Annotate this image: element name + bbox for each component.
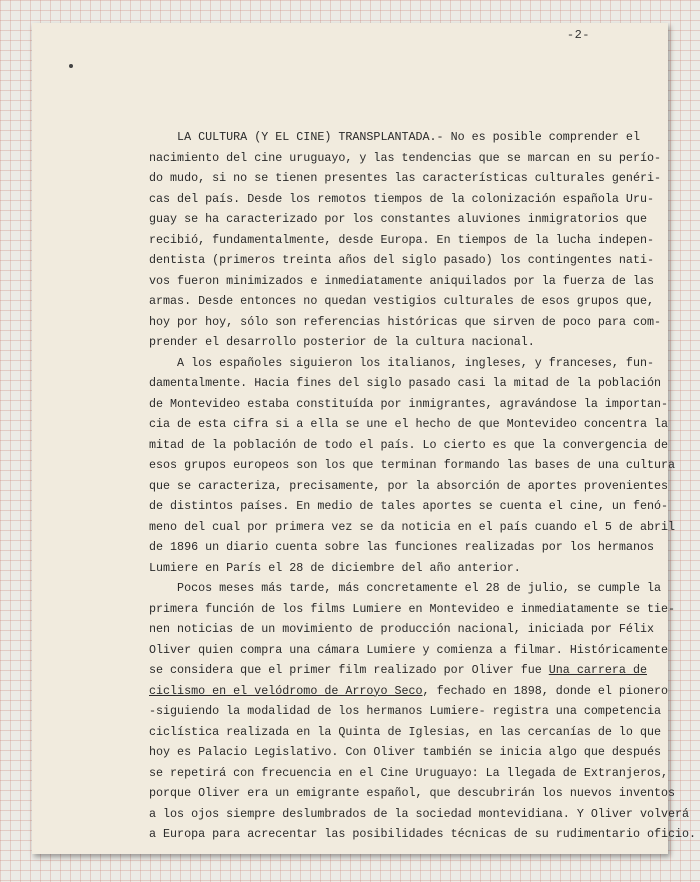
text-line: -siguiendo la modalidad de los hermanos Lumiere- registra una competencia xyxy=(149,704,661,718)
text-segment: se considera que el primer film realizado por Oliver fue xyxy=(149,663,549,677)
text-line: se repetirá con frecuencia en el Cine Uruguayo: La llegada de Extranjeros, xyxy=(149,765,669,780)
text-line: cia de esta cifra si a ella se une el hecho de que Montevideo concentra la xyxy=(149,417,669,431)
text-segment: , fechado en 1898, donde el pionero xyxy=(422,683,669,698)
text-line: ciclística realizada en la Quinta de Iglesias, en las cercanías de lo que xyxy=(149,724,661,739)
document-body xyxy=(149,127,697,845)
text-line: que se caracteriza, precisamente, por la absorción de aportes provenientes xyxy=(149,478,669,493)
page-number: -2- xyxy=(566,28,590,42)
text-line: Lumiere en París el 28 de diciembre del año anterior. xyxy=(149,560,521,575)
text-line: prender el desarrollo posterior de la cultura nacional. xyxy=(149,335,535,349)
text-line: mitad de la población de todo el país. Lo cierto es que la convergencia de xyxy=(149,437,669,452)
text-line: esos grupos europeos son los que terminan formando las bases de una cultura xyxy=(149,458,676,472)
text-line: nen noticias de un movimiento de producción nacional, iniciada por Félix xyxy=(149,622,654,636)
text-line: recibió, fundamentalmente, desde Europa. En tiempos de la lucha indepen- xyxy=(149,232,654,247)
text-line: a los ojos siempre deslumbrados de la sociedad montevidiana. Y Oliver volverá xyxy=(149,806,690,821)
film-title-underlined: Una carrera de xyxy=(548,663,647,677)
text-line: hoy es Palacio Legislativo. Con Oliver también se inicia algo que después xyxy=(149,745,661,759)
ink-dot xyxy=(69,64,73,68)
text-line: a Europa para acrecentar las posibilidades técnicas de su rudimentario oficio. xyxy=(149,827,697,841)
text-line: meno del cual por primera vez se da noticia en el país cuando el 5 de abril xyxy=(149,519,676,534)
text-line xyxy=(149,660,647,681)
text-line: dentista (primeros treinta años del siglo pasado) los contingentes nati- xyxy=(149,253,654,267)
text-line: nacimiento del cine uruguayo, y las tendencias que se marcan en su perío- xyxy=(149,150,661,165)
text-line: primera función de los films Lumiere en Montevideo e inmediatamente se tie- xyxy=(149,601,676,616)
text-line: Pocos meses más tarde, más concretamente el 28 de julio, se cumple la xyxy=(149,581,661,595)
film-title-underlined: ciclismo en el velódromo de Arroyo Seco xyxy=(149,683,423,698)
text-line: Oliver quien compra una cámara Lumiere y comienza a filmar. Históricamente xyxy=(149,642,669,657)
text-line: cas del país. Desde los remotos tiempos de la colonización española Uru- xyxy=(149,191,654,206)
text-line: vos fueron minimizados e inmediatamente aniquilados por la fuerza de las xyxy=(149,273,654,288)
text-line: armas. Desde entonces no quedan vestigios culturales de esos grupos que, xyxy=(149,294,654,308)
text-line: LA CULTURA (Y EL CINE) TRANSPLANTADA.- No es posible comprender el xyxy=(149,130,640,144)
text-line: de Montevideo estaba constituída por inmigrantes, agravándose la importan- xyxy=(149,396,669,411)
text-line: porque Oliver era un emigrante español, que descubrirán los nuevos inventos xyxy=(149,786,676,800)
text-line: de 1896 un diario cuenta sobre las funciones realizadas por los hermanos xyxy=(149,540,654,554)
text-line: guay se ha caracterizado por los constantes aluviones inmigratorios que xyxy=(149,212,647,226)
document-page xyxy=(32,23,697,854)
text-line: do mudo, si no se tienen presentes las características culturales genéri- xyxy=(149,171,661,185)
text-line: damentalmente. Hacia fines del siglo pasado casi la mitad de la población xyxy=(149,376,661,390)
text-line: de distintos países. En medio de tales aportes se cuenta el cine, un fenó- xyxy=(149,499,669,513)
text-line: hoy por hoy, sólo son referencias históricas que sirven de poco para com- xyxy=(149,314,661,329)
text-line xyxy=(149,681,669,702)
text-line: A los españoles siguieron los italianos, ingleses, y franceses, fun- xyxy=(149,355,654,370)
